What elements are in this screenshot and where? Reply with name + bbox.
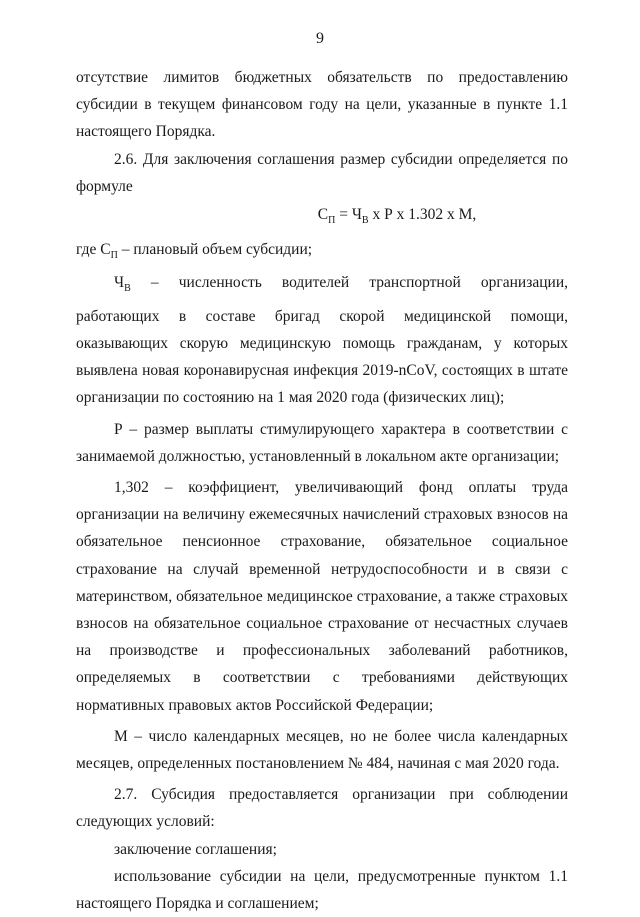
subsidy-formula: $С_П = Ч_В$ х Р х 1.302 х М, [317,206,477,227]
definition-cp: где $С_П$ – плановый объем субсидии; [76,241,313,262]
condition-agreement: заключение соглашения; [114,840,277,858]
paragraph-2-6: 2.6. Для заключения соглашения размер субсидии определяется по формуле [76,150,568,195]
condition-purpose: использование субсидии на цели, предусмотренные пунктом 1.1 настоящего Порядка и соглашением; [76,867,568,912]
definition-r: Р – размер выплаты стимулирующего характера в соответствии с занимаемой должностью, установленный в локальном акте организации; [76,420,568,465]
page-number: 9 [316,30,324,47]
paragraph-2-7: 2.7. Субсидия предоставляется организации при соблюдении следующих условий: [76,786,568,831]
paragraph-budget-limits: отсутствие лимитов бюджетных обязательств по предоставлению субсидии в текущем финансовом году на цели, указанные в пункте 1.1 настоящего Порядка. [76,69,568,141]
definition-chv: $Ч_В$ – численность водителей транспортной организации, работающих в составе бригад скорой медицинской помощи, оказывающих скорую медицинскую помощь гражданам, у которых выявлена новая коронавирусная инфекция 2019-nCoV, состоящих в штате организации по состоянию на 1 мая 2020 года (физических лиц); [76,274,568,407]
definition-coefficient: 1,302 – коэффициент, увеличивающий фонд оплаты труда организации на величину ежемесячных начислений страховых взносов на обязательное пенсионное страхование, обязательное социальное страхование на случай временной нетрудоспособности и в связи с материнством, обязательное медицинское страхование, а также страховых взносов на обязательное социальное страхование от несчастных случаев на производстве и профессиональных заболеваний работников, определяемых в соответствии с требованиями действующих нормативных правовых актов Российской Федерации; [76,478,568,714]
definition-m: М – число календарных месяцев, но не более числа календарных месяцев, определенных постановлением № 484, начиная с мая 2020 года. [76,727,568,772]
document-body [76,64,568,917]
